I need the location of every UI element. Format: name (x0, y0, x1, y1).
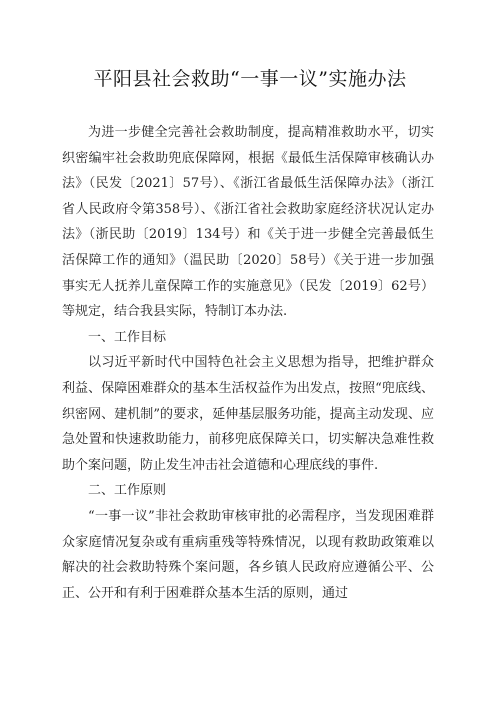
section-principles-paragraph: “一事一议”非社会救助审核审批的必需程序，当发现困难群众家庭情况复杂或有重病重残等特殊情况，以现有救助政策难以解决的社会救助特殊个案问题，各乡镇人民政府应遵循公平、公正、公开和有利于困难群众基本生活的原则，通过 (62, 508, 434, 601)
section-heading-principles: 二、工作原则 (88, 483, 167, 499)
section-heading-goals: 一、工作目标 (88, 329, 167, 345)
section-goals-paragraph: 以习近平新时代中国特色社会主义思想为指导，把维护群众利益、保障困难群众的基本生活权益作为出发点，按照“兜底线、织密网、建机制”的要求，延伸基层服务功能，提高主动发现、应急处置和快速救助能力，前移兜底保障关口，切实解决急难性救助个案问题，防止发生冲击社会道德和心理底线的事件. (62, 355, 434, 473)
document-title: 平阳县社会救助“一事一议”实施办法 (93, 68, 407, 90)
document-body (62, 120, 434, 606)
intro-paragraph: 为进一步健全完善社会救助制度，提高精准救助水平，切实织密编牢社会救助兜底保障网，根据《最低生活保障审核确认办法》（民发〔2021〕57号）、《浙江省最低生活保障办法》（浙江省人民政府令第358号）、《浙江省社会救助家庭经济状况认定办法》（浙民助〔2019〕134号）和《关于进一步健全完善最低生活保障工作的通知》（温民助〔2020〕58号）《关于进一步加强事实无人抚养儿童保障工作的实施意见》（民发〔2019〕62号）等规定，结合我县实际，特制订本办法. (62, 125, 434, 320)
